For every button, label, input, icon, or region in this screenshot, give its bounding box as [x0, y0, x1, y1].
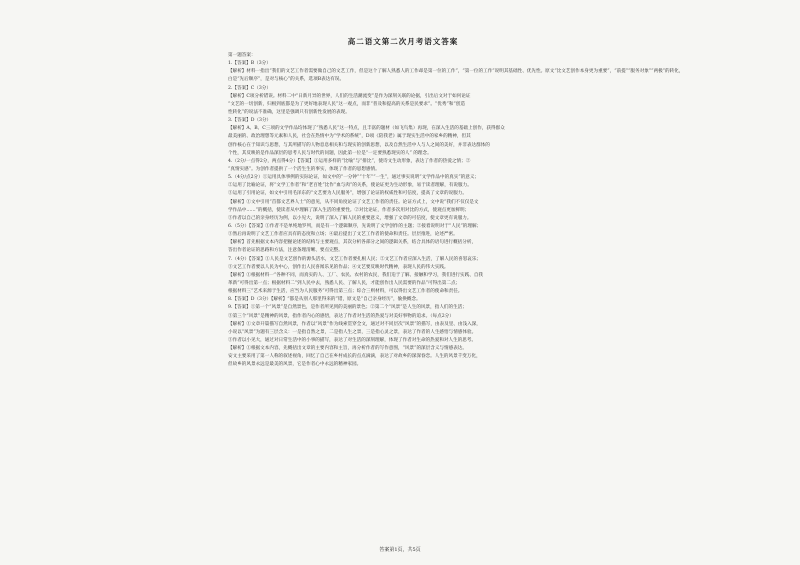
text-line: 1.【答案】B（3分）: [228, 61, 271, 67]
text-line: ③作者以自己的亲身经历为例，以小见大，说明了深入了解人民的重要意义，增强了文章的可信度，使文章更有说服力。: [228, 215, 472, 221]
text-line: 创作核心在于知识与思想，与其所描写的人物息息相关和与现实的创新思想，以及自然生活中人与人之间的美好，并非表达群体的: [228, 142, 490, 148]
text-line: 【解析】①根据材料一“各种不同，而真实的人、工厂、农民、农村的农民，我们迫于了解、接触和学习，我们进行实践、自我: [228, 272, 484, 278]
document-title: 高二语文第二次月考语文答案: [347, 37, 459, 46]
text-line: ③文艺工作者要以人民为中心，创作出人民喜闻乐见的作品；④文艺要反映时代精神，表现人民的伟大实践。: [228, 264, 449, 270]
text-line: “真情实感”。为创作者提供了一个活生生的事实，体现了作者的思想感情。: [228, 166, 380, 172]
text-line: ③作者以小见大，通过对日常生活中的小事的描写，表达了对生活的深刻理解，体现了作者对生命的热爱和对人生的思考。: [228, 337, 477, 343]
text-line: ③运用了引用论证，如文中引用毛泽东的“文艺要为人民服务”，增强了论证的权威性和可信度，提高了文章的说服力。: [228, 191, 467, 197]
text-line: 最美丽的、政治理想等元素和人民，社会在热情中为“学术的系统”，D项《陪我老》属于现实生活中的家乡的精神，但其: [228, 134, 471, 140]
text-line: 性转化”的说法不准确，这里是强调只有创新性发展的表现。: [228, 109, 350, 115]
text-line: ②运用了比喻论证，将“文学工作者”和“老百姓”比作“血与肉”的关系，使论证更为生动形象，易于读者理解，有说服力。: [228, 183, 472, 189]
text-line: 第一题答案：: [228, 53, 256, 58]
text-line: 2.【答案】C（3分）: [228, 85, 271, 91]
text-line: 但故乡的风景永远是最美的风景，它是作者心中永远的精神家园。: [228, 362, 362, 368]
text-line: 白是“先后顺序”，是对与核心”的关系，选项B表达有误。: [228, 77, 345, 83]
text-line: “文艺的一切创新，归根到底都是为了更好地表现人民”这一观点，而非“普及和提高的关系是民要求”。“优秀”和“创造: [228, 101, 465, 107]
text-line: 【解析】C项分析错误。材料二中“日新月异的世界，人们的生活潮流变”是作为深刻关联的论据，引出后文对于如何论证: [228, 93, 471, 99]
page-footer: 答案第1页，共5页: [379, 547, 421, 553]
text-line: 革新”可得出第一点；根据材料二“到人民中去，熟悉人民、了解人民，才能创作出人民需要的作品”可得出第二点；: [228, 280, 461, 286]
document-body: [228, 36, 684, 369]
text-line: 【解析】①文中引用“首都文艺界人士”的意见，从不同角度论证了文艺工作者的责任。论证方式上，文中说“我们不仅仅是文: [228, 199, 479, 205]
text-line: 4.（2分/一点得2分，两点得4分）【答案】①运用多样的“比喻”与“排比”，使诗文生动形象，表达了作者的热爱之情；②: [228, 158, 471, 164]
text-line: 8.【答案】D（3分）【解析】“都是从别人那里得来的”错，原文是“自己亲身经历”，偷换概念。: [228, 297, 421, 303]
text-line: ③第三个“风景”是精神的风景，指作者内心的感悟，表达了作者对生活的热爱与对美好事物的追求。（每点2分）: [228, 313, 454, 319]
text-line: 【解析】①根据文本内容，先概括出文章的主要内容和主旨，再分析作者的写作意图，“风景”的深层含义与情感表达。: [228, 346, 467, 352]
text-line: 7.（4分）【答案】①人民是文艺创作的源头活水，文艺工作者要扎根人民；②文艺工作者应深入生活，了解人民的喜怒哀乐；: [228, 256, 482, 262]
text-line: 9.【答案】①第一个“风景”是自然景色，是作者所见到的美丽的景色；②第二个“风景”是人生的风景，指人们的生活；: [228, 305, 467, 311]
text-line: 学作品中……”的概括，使读者从中理解了深入生活的重要性。②对比论证，作者多次用对比的方式，使观点更加鲜明；: [228, 207, 470, 213]
text-line: 个性，其反映的是作品深层的思考人民与时代的问题，因此第一位是“一定要熟悉现实的人” 的理念。: [228, 150, 432, 156]
text-line: 根据材料三“艺术来源于生活，应当为人民服务”可得出第三点；综合三则材料，可以得出文艺工作者的使命和责任。: [228, 289, 463, 295]
text-line: 3.【答案】D（3分）: [228, 118, 272, 124]
text-line: 6.（5分）【答案】①作者不是单纯地罗列，而是有一个逻辑顺序，先说明了文学创作的主题；②接着说明对于“人民”的理解；: [228, 223, 482, 229]
text-line: 安文主要采用了第一人称的叙述视角，回忆了自己在乡村成长的点点滴滴，表达了对故乡的深深眷恋。人生的风景千变万化，: [228, 354, 481, 360]
text-line: 【解析】材料一指出“我们的文艺工作者需要做自己的文艺工作，但是这个了解人熟悉人的工作却是第一位的工作”，“第一位的工作”说明其基础性、优先性。原文“比文艺创作本身更为重要”，“前提”“服务对象”“两极”的转化，: [228, 69, 684, 75]
text-line: 【解析】首先根据文本内容把握论述的结构与主要观点，其次分析各部分之间的逻辑关系，结合具体的语句进行概括分析，: [228, 240, 477, 246]
text-line: ③然后再说明了文艺工作者应具有的态度和立场；④最后提出了文艺工作者的使命和责任。层层推进，论述严密。: [228, 232, 458, 238]
answer-text-block: [228, 52, 684, 369]
text-line: 答出作者论证的思路和方法，注意条理清晰、要点完整。: [228, 248, 343, 254]
text-line: 小说以“风景”为题有三层含义：一是指自然之景，二是指人生之景，三是指心灵之景，表达了作者的人生感悟与情感体验。: [228, 329, 477, 335]
text-line: 【解析】A、B、C三项的文学作品均体现了“熟悉人民”这一特点，且丰富的题材（如飞鸟集）再现，在深入生活的基础上创作，获得群众: [228, 126, 505, 132]
text-line: 【解析】①文章开篇描写自然风景，作者以“风景”作为线索贯穿全文，通过对不同层次“风景”的描写，由表及里、由浅入深，: [228, 321, 481, 327]
text-line: 5.（4分/点2分）①运用具体事例的实际论证，如文中的“一分钟”“十年”“一生”，通过事实说明“文学作品中的真实”的意义；: [228, 175, 480, 181]
